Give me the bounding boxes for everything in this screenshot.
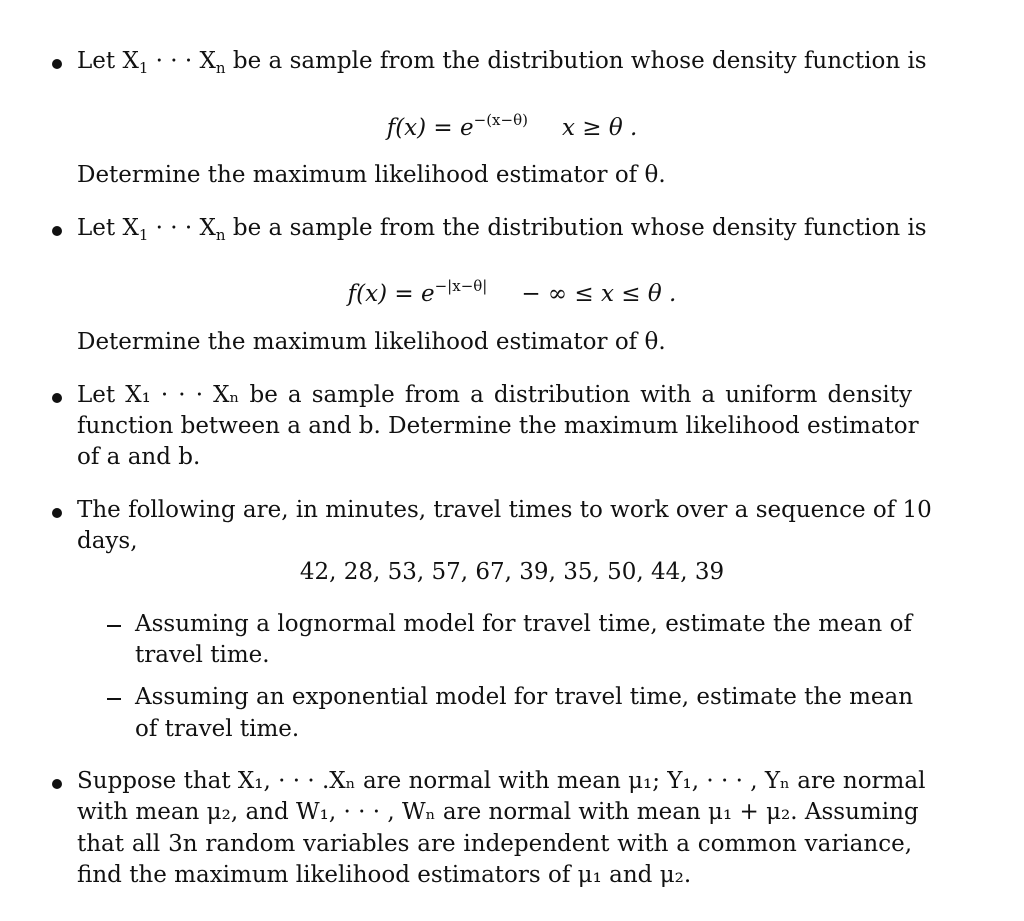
bullet-icon: [52, 779, 62, 789]
dash-icon: [107, 698, 121, 700]
bullet-icon: [52, 508, 62, 518]
subpart-lognormal-line: Assuming a lognormal model for travel time, estimate the mean of: [135, 611, 912, 637]
dash-icon: [107, 625, 121, 627]
subpart-exponential-line: Assuming an exponential model for travel time, estimate the mean: [135, 684, 914, 710]
problem-2-question: Determine the maximum likelihood estimator of θ.: [77, 329, 666, 355]
subpart-exponential-line: of travel time.: [135, 716, 300, 742]
problem-1-equation: $f(x) = e^{-(x-\theta)}$ x ≥ θ .: [386, 111, 638, 141]
problem-5-line: find the maximum likelihood estimators of μ₁ and μ₂.: [77, 862, 692, 888]
problem-4-line: The following are, in minutes, travel times to work over a sequence of 10: [77, 497, 932, 523]
problem-5-line: that all 3n random variables are independent with a common variance,: [77, 831, 912, 857]
problem-3-line: function between a and b. Determine the maximum likelihood estimator: [77, 413, 919, 439]
problem-5-line: with mean μ₂, and W₁, · · · , Wₙ are normal with mean μ₁ + μ₂. Assuming: [77, 799, 919, 825]
problem-1-intro: Let $X_1$ · · · $X_n$ be a sample from the distribution whose density function is: [77, 48, 927, 77]
bullet-icon: [52, 59, 62, 69]
bullet-icon: [52, 226, 62, 236]
problem-3-line: of a and b.: [77, 444, 201, 470]
problem-5-line: Suppose that X₁, · · · .Xₙ are normal with mean μ₁; Y₁, · · · , Yₙ are normal: [77, 768, 926, 794]
problem-4-line: days,: [77, 528, 138, 554]
problem-1-question: Determine the maximum likelihood estimator of θ.: [77, 162, 666, 188]
problem-2-intro: Let $X_1$ · · · $X_n$ be a sample from the distribution whose density function is: [77, 215, 927, 244]
bullet-icon: [52, 393, 62, 403]
subpart-lognormal-line: travel time.: [135, 642, 270, 668]
problem-2-equation: $f(x) = e^{-|x-\theta|}$ − ∞ ≤ x ≤ θ .: [347, 277, 677, 307]
travel-times-data: 42, 28, 53, 57, 67, 39, 35, 50, 44, 39: [299, 559, 725, 585]
problem-3-line: Let X₁ · · · Xₙ be a sample from a distribution with a uniform density: [77, 382, 912, 408]
